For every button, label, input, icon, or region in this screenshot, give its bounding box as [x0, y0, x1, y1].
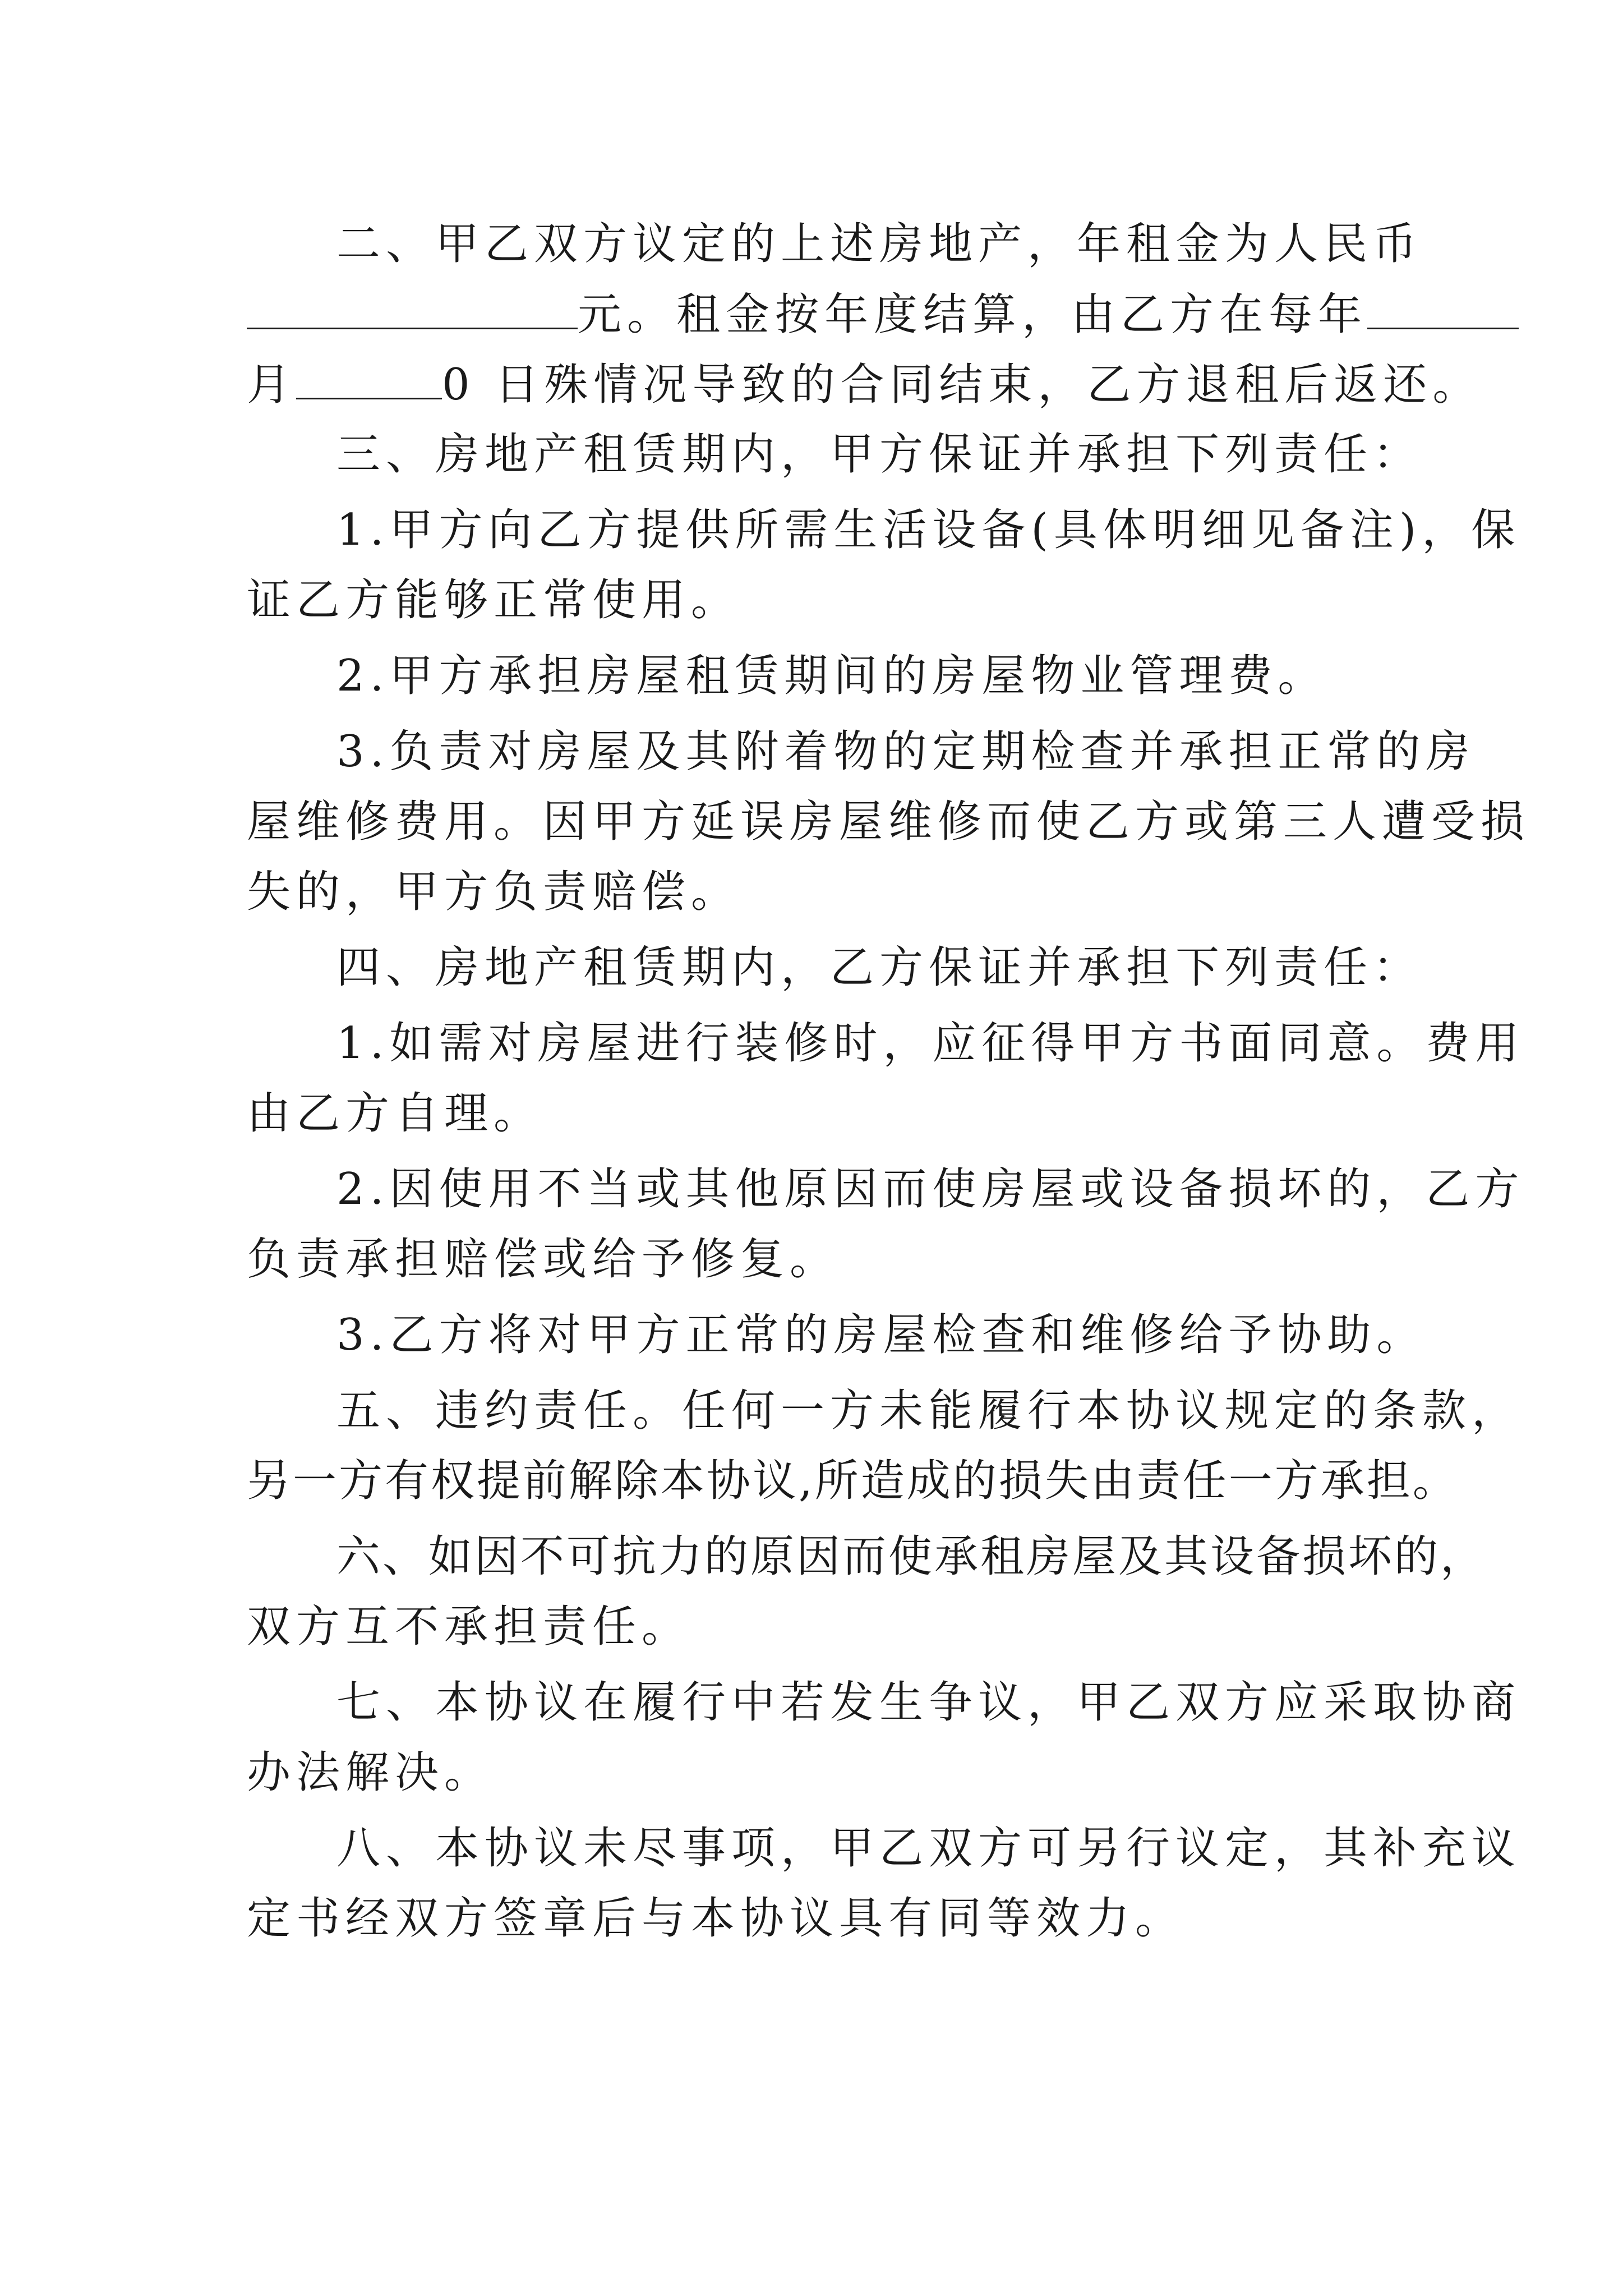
annual-rent-blank[interactable] — [247, 286, 578, 329]
clause-4-item-1-line-1: 1.如需对房屋进行装修时，应征得甲方书面同意。费用 — [336, 1018, 1525, 1069]
payment-year-blank[interactable] — [1367, 286, 1519, 329]
clause-3-item-1-line-2: 证乙方能够正常使用。 — [247, 575, 741, 625]
clause-3-heading: 三、房地产租赁期内，甲方保证并承担下列责任： — [336, 429, 1423, 480]
clause-2-line-2-text: 元。租金按年度结算，由乙方在每年 — [578, 289, 1368, 340]
clause-4-item-2-line-2: 负责承担赔偿或给予修复。 — [247, 1234, 840, 1285]
clause-4-item-1-line-2: 由乙方自理。 — [247, 1088, 543, 1139]
clause-3-item-2: 2.甲方承担房屋租赁期间的房屋物业管理费。 — [336, 651, 1327, 701]
clause-2-line-1: 二、甲乙双方议定的上述房地产，年租金为人民币 — [336, 219, 1423, 269]
clause-8-line-2: 定书经双方签章后与本协议具有同等效力。 — [247, 1893, 1185, 1944]
clause-3-item-3-line-3: 失的，甲方负责赔偿。 — [247, 867, 741, 917]
clause-2-line-2 — [247, 286, 1391, 342]
clause-4-item-2-line-1: 2.因使用不当或其他原因而使房屋或设备损坏的，乙方 — [336, 1164, 1525, 1214]
clause-7-line-1: 七、本协议在履行中若发生争议，甲乙双方应采取协商 — [336, 1677, 1521, 1728]
clause-5-line-1: 五、违约责任。任何一方未能履行本协议规定的条款， — [336, 1386, 1521, 1436]
clause-3-item-3-line-1: 3.负责对房屋及其附着物的定期检查并承担正常的房 — [336, 726, 1476, 777]
clause-8-line-1: 八、本协议未尽事项，甲乙双方可另行议定，其补充议 — [336, 1823, 1521, 1874]
clause-2-line-3 — [247, 356, 1482, 412]
clause-5-line-2: 另一方有权提前解除本协议,所造成的损失由责任一方承担。 — [247, 1456, 1459, 1506]
clause-7-line-2: 办法解决。 — [247, 1747, 494, 1798]
clause-3-item-3-line-2: 屋维修费用。因甲方延误房屋维修而使乙方或第三人遭受损 — [247, 797, 1530, 847]
clause-2-line-3-text: 0 日殊情况导致的合同结束，乙方退租后返还。 — [442, 360, 1482, 410]
month-label: 月 — [247, 360, 297, 410]
clause-4-item-3: 3.乙方将对甲方正常的房屋检查和维修给予协助。 — [336, 1310, 1426, 1360]
clause-3-item-1-line-1: 1.甲方向乙方提供所需生活设备(具体明细见备注)，保 — [336, 505, 1521, 555]
clause-6-line-2: 双方互不承担责任。 — [247, 1602, 691, 1652]
payment-month-blank[interactable] — [296, 356, 442, 399]
clause-6-line-1: 六、如因不可抗力的原因而使承租房屋及其设备损坏的， — [336, 1531, 1487, 1582]
clause-4-heading: 四、房地产租赁期内，乙方保证并承担下列责任： — [336, 942, 1423, 993]
